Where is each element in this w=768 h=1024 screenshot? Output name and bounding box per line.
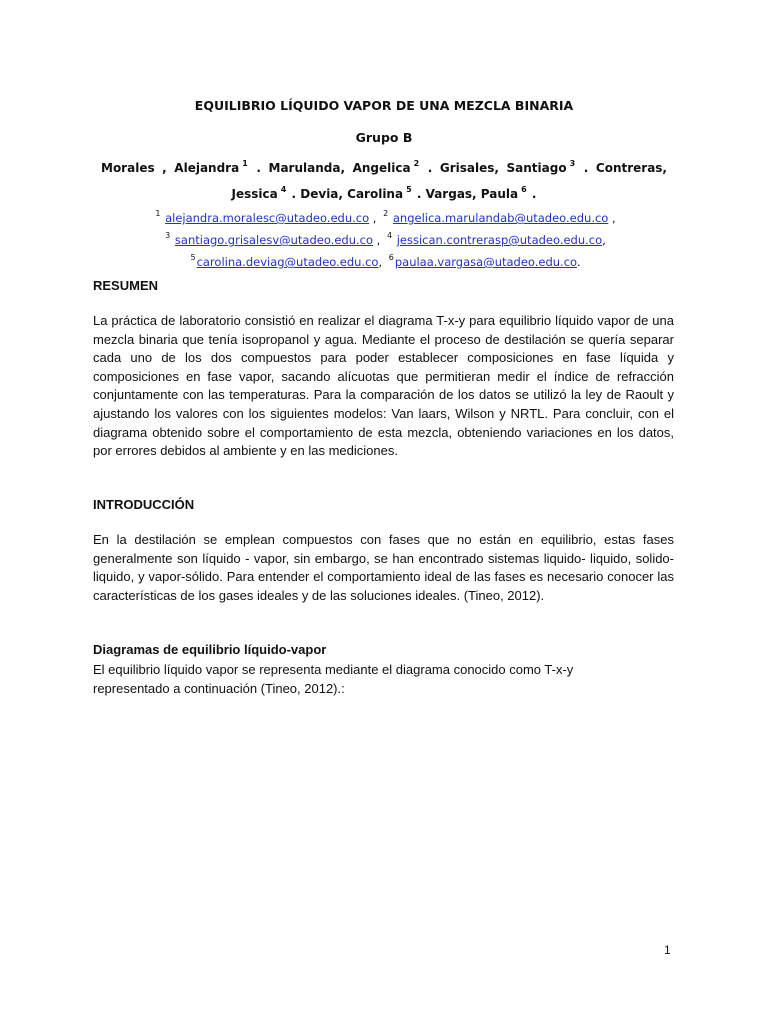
- email-superscript: 5: [190, 253, 196, 262]
- email-line: $^5$carolina.deviag@utadeo.edu.co, $^6$paulaa.vargasa@utadeo.edu.co.: [190, 253, 581, 269]
- email-superscript: 2: [383, 209, 389, 218]
- diagramas-line: El equilibrio líquido vapor se representa mediante el diagrama conocido como T-x-y: [93, 662, 574, 677]
- email-superscript: 3: [165, 231, 171, 240]
- author-name: Contreras, Jessica: [231, 161, 667, 201]
- email-link[interactable]: paulaa.vargasa@utadeo.edu.co: [394, 255, 577, 269]
- email-link[interactable]: jessican.contrerasp@utadeo.edu.co: [396, 233, 603, 247]
- author-name: Vargas, Paula: [425, 187, 519, 201]
- email-superscript: 4: [386, 231, 393, 240]
- email-list: [0, 205, 768, 271]
- email-line: $^3$ santiago.grisalesv@utadeo.edu.co , $^4$ jessican.contrerasp@utadeo.edu.co,: [165, 231, 606, 247]
- email-link[interactable]: santiago.grisalesv@utadeo.edu.co: [174, 233, 374, 247]
- author-name: Morales , Alejandra: [101, 161, 240, 175]
- email-link[interactable]: carolina.deviag@utadeo.edu.co: [196, 255, 379, 269]
- author-superscript: 1: [242, 159, 248, 168]
- resumen-heading: RESUMEN: [93, 278, 159, 293]
- author-superscript: 6: [521, 185, 527, 194]
- introduccion-heading: INTRODUCCIÓN: [93, 497, 195, 512]
- author-superscript: 3: [569, 159, 576, 168]
- author-name: Devia, Carolina: [300, 187, 404, 201]
- email-line: $^1$ alejandra.moralesc@utadeo.edu.co , $^2$ angelica.marulandab@utadeo.edu.co ,: [155, 209, 616, 225]
- introduccion-paragraph: En la destilación se emplean compuestos con fases que no están en equilibrio, estas fases generalmente son líquido - vapor, sin embargo, se han encontrado sistemas liquido- liquido, solido-liquido, y vapor-sólido. Para entender el comportamiento ideal de las fases es necesario conocer las características de los gases ideales y de las soluciones ideales. (Tineo, 2012).: [93, 532, 674, 603]
- email-link[interactable]: alejandra.moralesc@utadeo.edu.co: [165, 211, 370, 225]
- diagramas-paragraph: [93, 661, 674, 698]
- group-label: Grupo B: [355, 130, 413, 145]
- email-superscript: 6: [388, 253, 394, 262]
- email-link[interactable]: angelica.marulandab@utadeo.edu.co: [392, 211, 609, 225]
- author-superscript: 4: [280, 185, 287, 194]
- email-superscript: 1: [155, 209, 161, 218]
- paper-title: EQUILIBRIO LÍQUIDO VAPOR DE UNA MEZCLA BINARIA: [194, 98, 574, 113]
- author-name: Marulanda, Angelica: [268, 161, 411, 175]
- author-superscript: 2: [413, 159, 420, 168]
- diagramas-line: representado a continuación (Tineo, 2012).:: [93, 680, 345, 696]
- page-number: 1: [664, 943, 671, 957]
- author-superscript: 5: [406, 185, 412, 194]
- diagramas-heading: Diagramas de equilibrio líquido-vapor: [93, 642, 327, 657]
- resumen-paragraph: La práctica de laboratorio consistió en realizar el diagrama T-x-y para equilibrio líquido vapor de una mezcla binaria que tenía isopropanol y agua. Mediante el proceso de destilación se quería separar cada uno de los dos compuestos para poder establecer composiciones en fase líquida y composiciones en fase vapor, sacando alícuotas que permitieran medir el índice de refracción conjuntamente con las temperaturas. Para la comparación de los datos se utilizó la ley de Raoult y ajustando los valores con los siguientes modelos: Van laars, Wilson y NRTL. Para concluir, con el diagrama obtenido sobre el comportamiento de esta mezcla, obteniendo variaciones en los datos, por errores debidos al ambiente y en las mediciones.: [93, 313, 674, 459]
- author-list: Morales , Alejandra $^1$ . Marulanda, Angelica $^2$ . Grisales, Santiago $^3$ . Contreras, Jessica $^4$ . Devia, Carolina $^5$ . Vargas, Paula $^6$ .: [101, 159, 667, 201]
- author-name: Grisales, Santiago: [439, 161, 567, 175]
